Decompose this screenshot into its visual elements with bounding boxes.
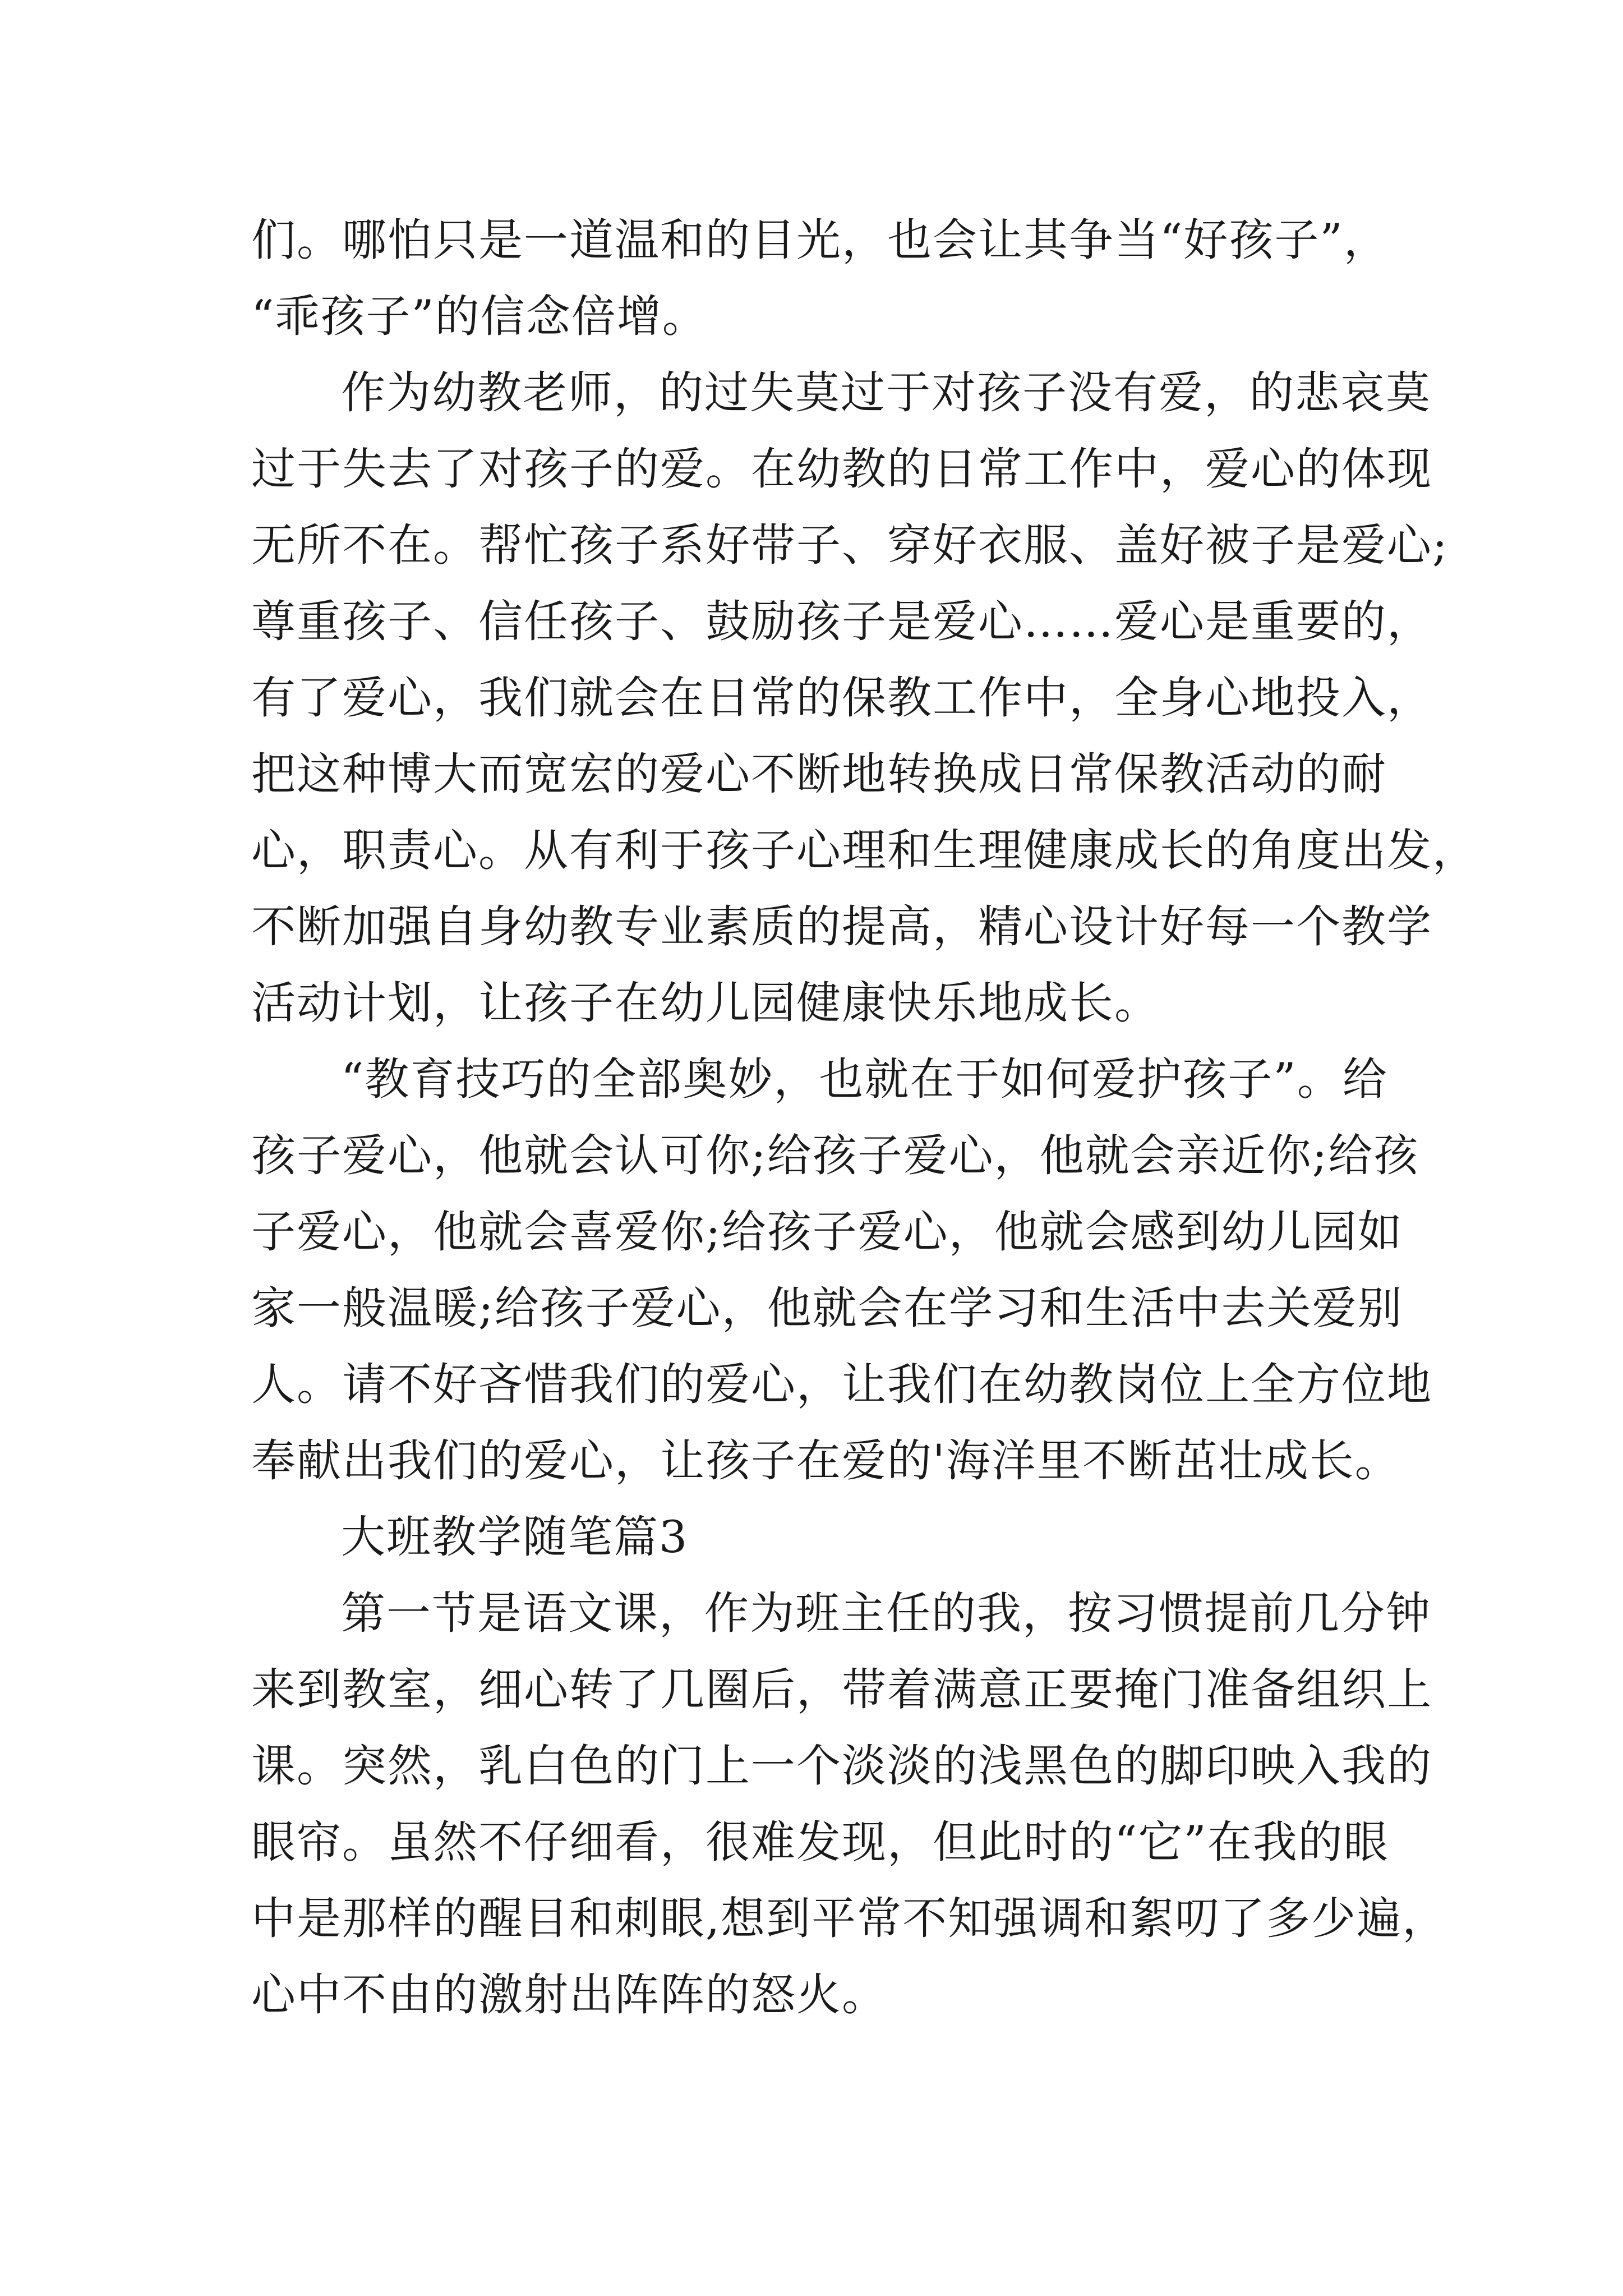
text-line: 无所不在。帮忙孩子系好带子、穿好衣服、盖好被子是爱心; <box>251 519 1449 571</box>
text-line: 活动计划，让孩子在幼儿园健康快乐地成长。 <box>251 977 1160 1029</box>
text-line: 中是那样的醒目和刺眼,想到平常不知强调和絮叨了多少遍， <box>251 1893 1448 1944</box>
paragraph-start-line: 第一节是语文课，作为班主任的我，按习惯提前几分钟 <box>341 1588 1431 1639</box>
text-line: 不断加强自身幼教专业素质的提高，精心设计好每一个教学 <box>251 901 1432 953</box>
text-line: “乖孩子”的信念倍增。 <box>251 291 708 342</box>
text-line: 奉献出我们的爱心，让孩子在爱的'海洋里不断茁壮成长。 <box>251 1435 1400 1487</box>
text-line: 孩子爱心，他就会认可你;给孩子爱心，他就会亲近你;给孩 <box>251 1130 1419 1181</box>
text-line: 课。突然，乳白色的门上一个淡淡的浅黑色的脚印映入我的 <box>251 1740 1432 1792</box>
text-line: 人。请不好吝惜我们的爱心，让我们在幼教岗位上全方位地 <box>251 1359 1432 1410</box>
text-line: 过于失去了对孩子的爱。在幼教的日常工作中，爱心的体现 <box>251 443 1432 495</box>
document-body <box>251 202 1478 2033</box>
text-line: 心，职责心。从有利于孩子心理和生理健康成长的角度出发， <box>251 825 1478 876</box>
text-line: 有了爱心，我们就会在日常的保教工作中，全身心地投入， <box>251 672 1432 724</box>
text-line: 来到教室，细心转了几圈后，带着满意正要掩门准备组织上 <box>251 1664 1432 1715</box>
text-line: 心中不由的激射出阵阵的怒火。 <box>251 1969 887 2021</box>
paragraph-start-line: 作为幼教老师，的过失莫过于对孩子没有爱，的悲哀莫 <box>341 367 1431 418</box>
section-heading: 大班教学随笔篇3 <box>341 1511 689 1563</box>
text-line: 尊重孩子、信任孩子、鼓励孩子是爱心……爱心是重要的， <box>251 596 1432 647</box>
text-line: 家一般温暖;给孩子爱心，他就会在学习和生活中去关爱别 <box>251 1282 1403 1334</box>
paragraph-start-line: “教育技巧的全部奥妙，也就在于如何爱护孩子”。给 <box>341 1053 1388 1105</box>
text-line: 子爱心，他就会喜爱你;给孩子爱心，他就会感到幼儿园如 <box>251 1206 1403 1258</box>
text-line: 把这种博大而宽宏的爱心不断地转换成日常保教活动的耐 <box>251 748 1387 800</box>
text-line: 眼帘。虽然不仔细看，很难发现，但此时的“它”在我的眼 <box>251 1816 1389 1868</box>
text-line: 们。哪怕只是一道温和的目光，也会让其争当“好孩子”， <box>251 214 1389 266</box>
